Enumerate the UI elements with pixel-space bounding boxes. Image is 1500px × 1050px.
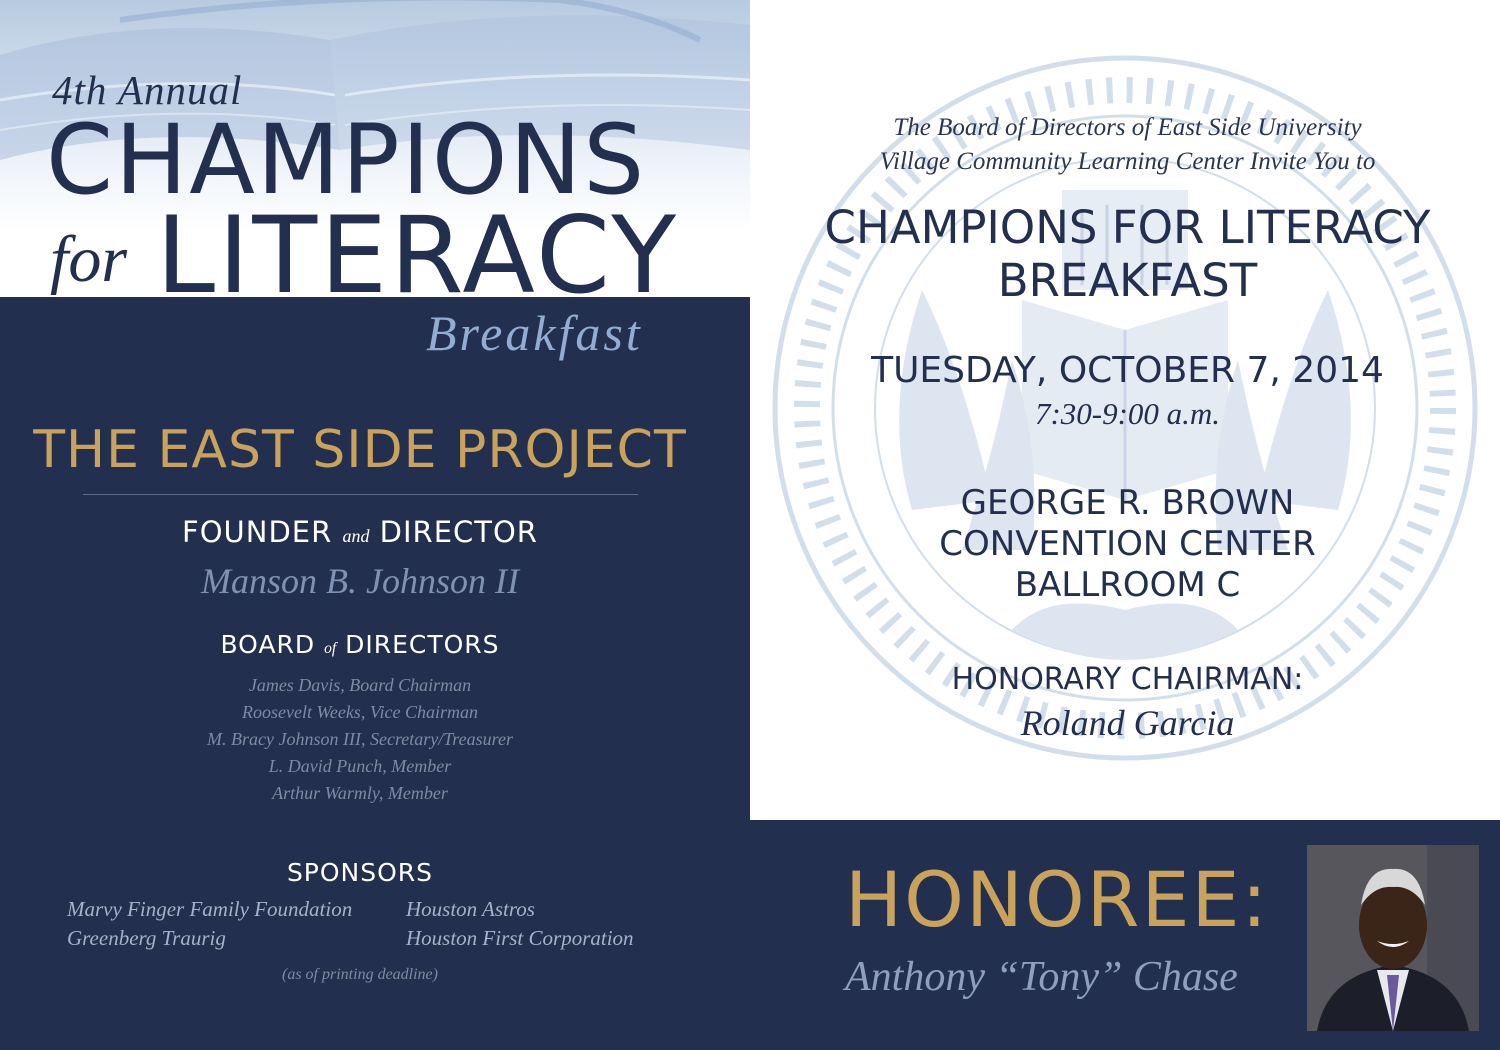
honoree-photo xyxy=(1307,845,1479,1031)
founder-label: FOUNDER xyxy=(182,515,333,549)
champions-heading: CHAMPIONS xyxy=(46,104,647,216)
honorary-chairman-label: HONORARY CHAIRMAN: xyxy=(951,662,1304,697)
honoree-heading: HONOREE: xyxy=(845,855,1270,944)
divider xyxy=(83,494,638,495)
sponsor-item: Houston First Corporation xyxy=(406,926,634,950)
board-member: Roosevelt Weeks, Vice Chairman xyxy=(242,702,478,722)
board-member: M. Bracy Johnson III, Secretary/Treasurer xyxy=(207,729,513,749)
event-title: BREAKFAST xyxy=(997,254,1258,307)
board-of: of xyxy=(324,640,337,657)
founder-heading xyxy=(0,515,720,549)
breakfast-subheading: Breakfast xyxy=(426,305,643,361)
event-title: CHAMPIONS FOR LITERACY xyxy=(824,201,1431,254)
sponsor-item: Houston Astros xyxy=(406,897,535,921)
invite-line: Village Community Learning Center Invite You to xyxy=(879,148,1376,175)
honoree-name: Anthony “Tony” Chase xyxy=(845,954,1238,1000)
sponsors-heading: SPONSORS xyxy=(286,858,434,887)
for-word: for xyxy=(50,223,128,296)
venue-line: BALLROOM C xyxy=(1014,565,1241,605)
board-heading xyxy=(0,630,720,659)
directors-label: DIRECTORS xyxy=(345,630,500,659)
event-date: TUESDAY, OCTOBER 7, 2014 xyxy=(871,350,1384,391)
founder-and: and xyxy=(342,526,370,546)
literacy-heading: LITERACY xyxy=(156,194,679,317)
sponsor-item: Marvy Finger Family Foundation xyxy=(67,897,353,921)
sponsor-item: Greenberg Traurig xyxy=(67,926,226,950)
venue-line: GEORGE R. BROWN xyxy=(960,483,1295,523)
project-title: THE EAST SIDE PROJECT xyxy=(33,420,687,480)
board-member: L. David Punch, Member xyxy=(268,756,452,776)
honorary-chairman-name: Roland Garcia xyxy=(1020,703,1235,743)
board-member: Arthur Warmly, Member xyxy=(272,783,448,803)
invite-line: The Board of Directors of East Side University xyxy=(893,114,1362,141)
event-time: 7:30-9:00 a.m. xyxy=(1034,396,1221,431)
venue-line: CONVENTION CENTER xyxy=(939,524,1316,564)
annual-label: 4th Annual xyxy=(52,67,243,113)
printing-note: (as of printing deadline) xyxy=(282,966,438,983)
director-label: DIRECTOR xyxy=(379,515,538,549)
board-label: BOARD xyxy=(220,630,316,659)
founder-name: Manson B. Johnson II xyxy=(201,561,519,601)
honoree-portrait xyxy=(1307,845,1479,1031)
board-member: James Davis, Board Chairman xyxy=(248,675,472,695)
